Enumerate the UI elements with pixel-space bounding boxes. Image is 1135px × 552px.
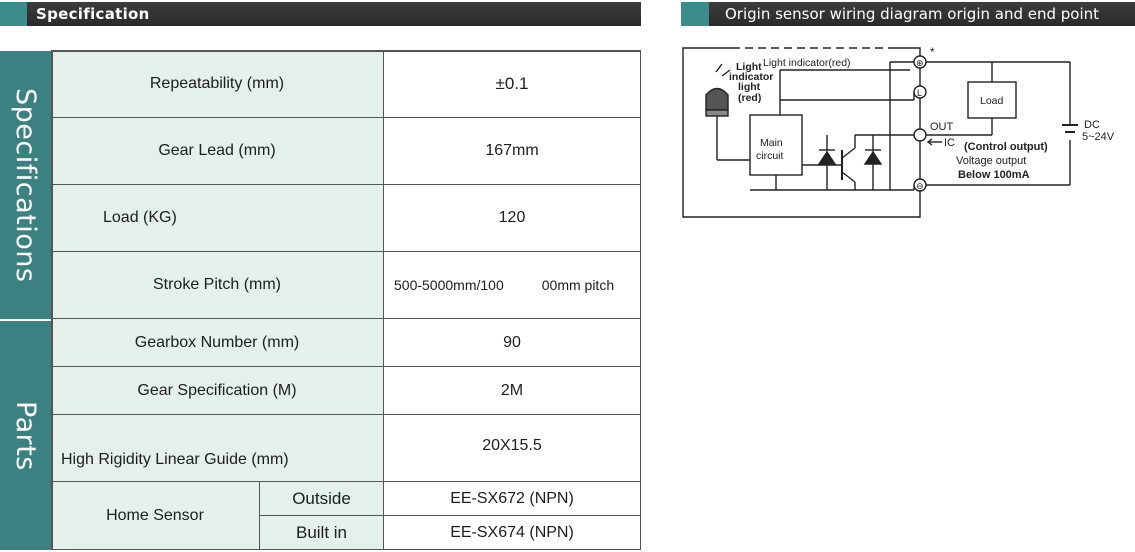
side-label-specifications <box>0 51 51 319</box>
below-label: Below 100mA <box>958 169 1030 181</box>
dc-label: DC <box>1084 119 1100 131</box>
row-label-home-sensor: Home Sensor <box>51 482 260 550</box>
header-accent <box>0 2 27 26</box>
row-value-gear-lead: 167mm <box>384 118 641 185</box>
side-label-parts <box>0 321 51 550</box>
spec-table <box>51 51 641 550</box>
lamp-label: light <box>738 81 761 93</box>
table-left-border <box>51 50 53 550</box>
row-value-gear-spec: 2M <box>384 367 641 415</box>
row-label-repeatability: Repeatability (mm) <box>51 51 384 118</box>
specification-header <box>0 2 641 26</box>
header-accent <box>681 2 709 26</box>
lamp-label: indicator <box>729 71 774 83</box>
row-value-gearbox-number: 90 <box>384 319 641 367</box>
wiring-diagram <box>680 40 1135 220</box>
voltage-output-label: Voltage output <box>956 155 1027 167</box>
l-label: L <box>917 88 923 98</box>
row-label-stroke-pitch: Stroke Pitch (mm) <box>51 252 384 319</box>
row-label-load: Load (KG) <box>51 185 384 252</box>
load-label: Load <box>980 95 1004 107</box>
asterisk-label: * <box>930 45 935 59</box>
home-sensor-builtin-value: EE-SX674 (NPN) <box>384 516 641 550</box>
wiring-title: Origin sensor wiring diagram origin and end point <box>725 5 1100 23</box>
side-label-text: Specifications <box>10 87 41 283</box>
stroke-pitch-unit: 00mm pitch <box>541 277 615 293</box>
plus-label: ⊕ <box>916 58 924 68</box>
control-output-label: (Control output) <box>964 141 1048 153</box>
lamp-ray <box>716 64 722 72</box>
light-indicator-top-label: Light indicator(red) <box>763 57 851 69</box>
table-top-border <box>51 50 641 52</box>
lamp-base <box>706 110 728 116</box>
main-circuit-label: circuit <box>756 150 784 162</box>
ic-label: IC <box>944 137 955 149</box>
home-sensor-builtin-label: Built in <box>260 516 384 550</box>
lamp-label: (red) <box>738 92 762 104</box>
specification-title: Specification <box>36 5 150 23</box>
row-label-gear-spec: Gear Specification (M) <box>51 367 384 415</box>
home-sensor-outside-label: Outside <box>260 482 384 516</box>
row-label-gear-lead: Gear Lead (mm) <box>51 118 384 185</box>
wiring-header <box>681 2 1135 26</box>
out-label: OUT <box>930 121 954 133</box>
dc-range-label: 5~24V <box>1082 131 1115 143</box>
row-label-linear-guide: High Rigidity Linear Guide (mm) <box>51 415 384 482</box>
minus-label: ⊖ <box>916 181 924 191</box>
terminal-out <box>914 129 926 141</box>
side-label-text: Parts <box>10 400 41 471</box>
home-sensor-outside-value: EE-SX672 (NPN) <box>384 482 641 516</box>
row-value-load: 120 <box>384 185 641 252</box>
row-label-gearbox-number: Gearbox Number (mm) <box>51 319 384 367</box>
lamp-label: Light <box>736 61 762 73</box>
lamp-icon <box>706 89 728 111</box>
row-value-stroke-pitch <box>384 252 641 319</box>
row-value-repeatability: ±0.1 <box>384 51 641 118</box>
row-value-linear-guide: 20X15.5 <box>384 415 641 482</box>
stroke-pitch-range: 500-5000mm/100 <box>394 277 504 293</box>
main-circuit-label: Main <box>760 137 783 149</box>
